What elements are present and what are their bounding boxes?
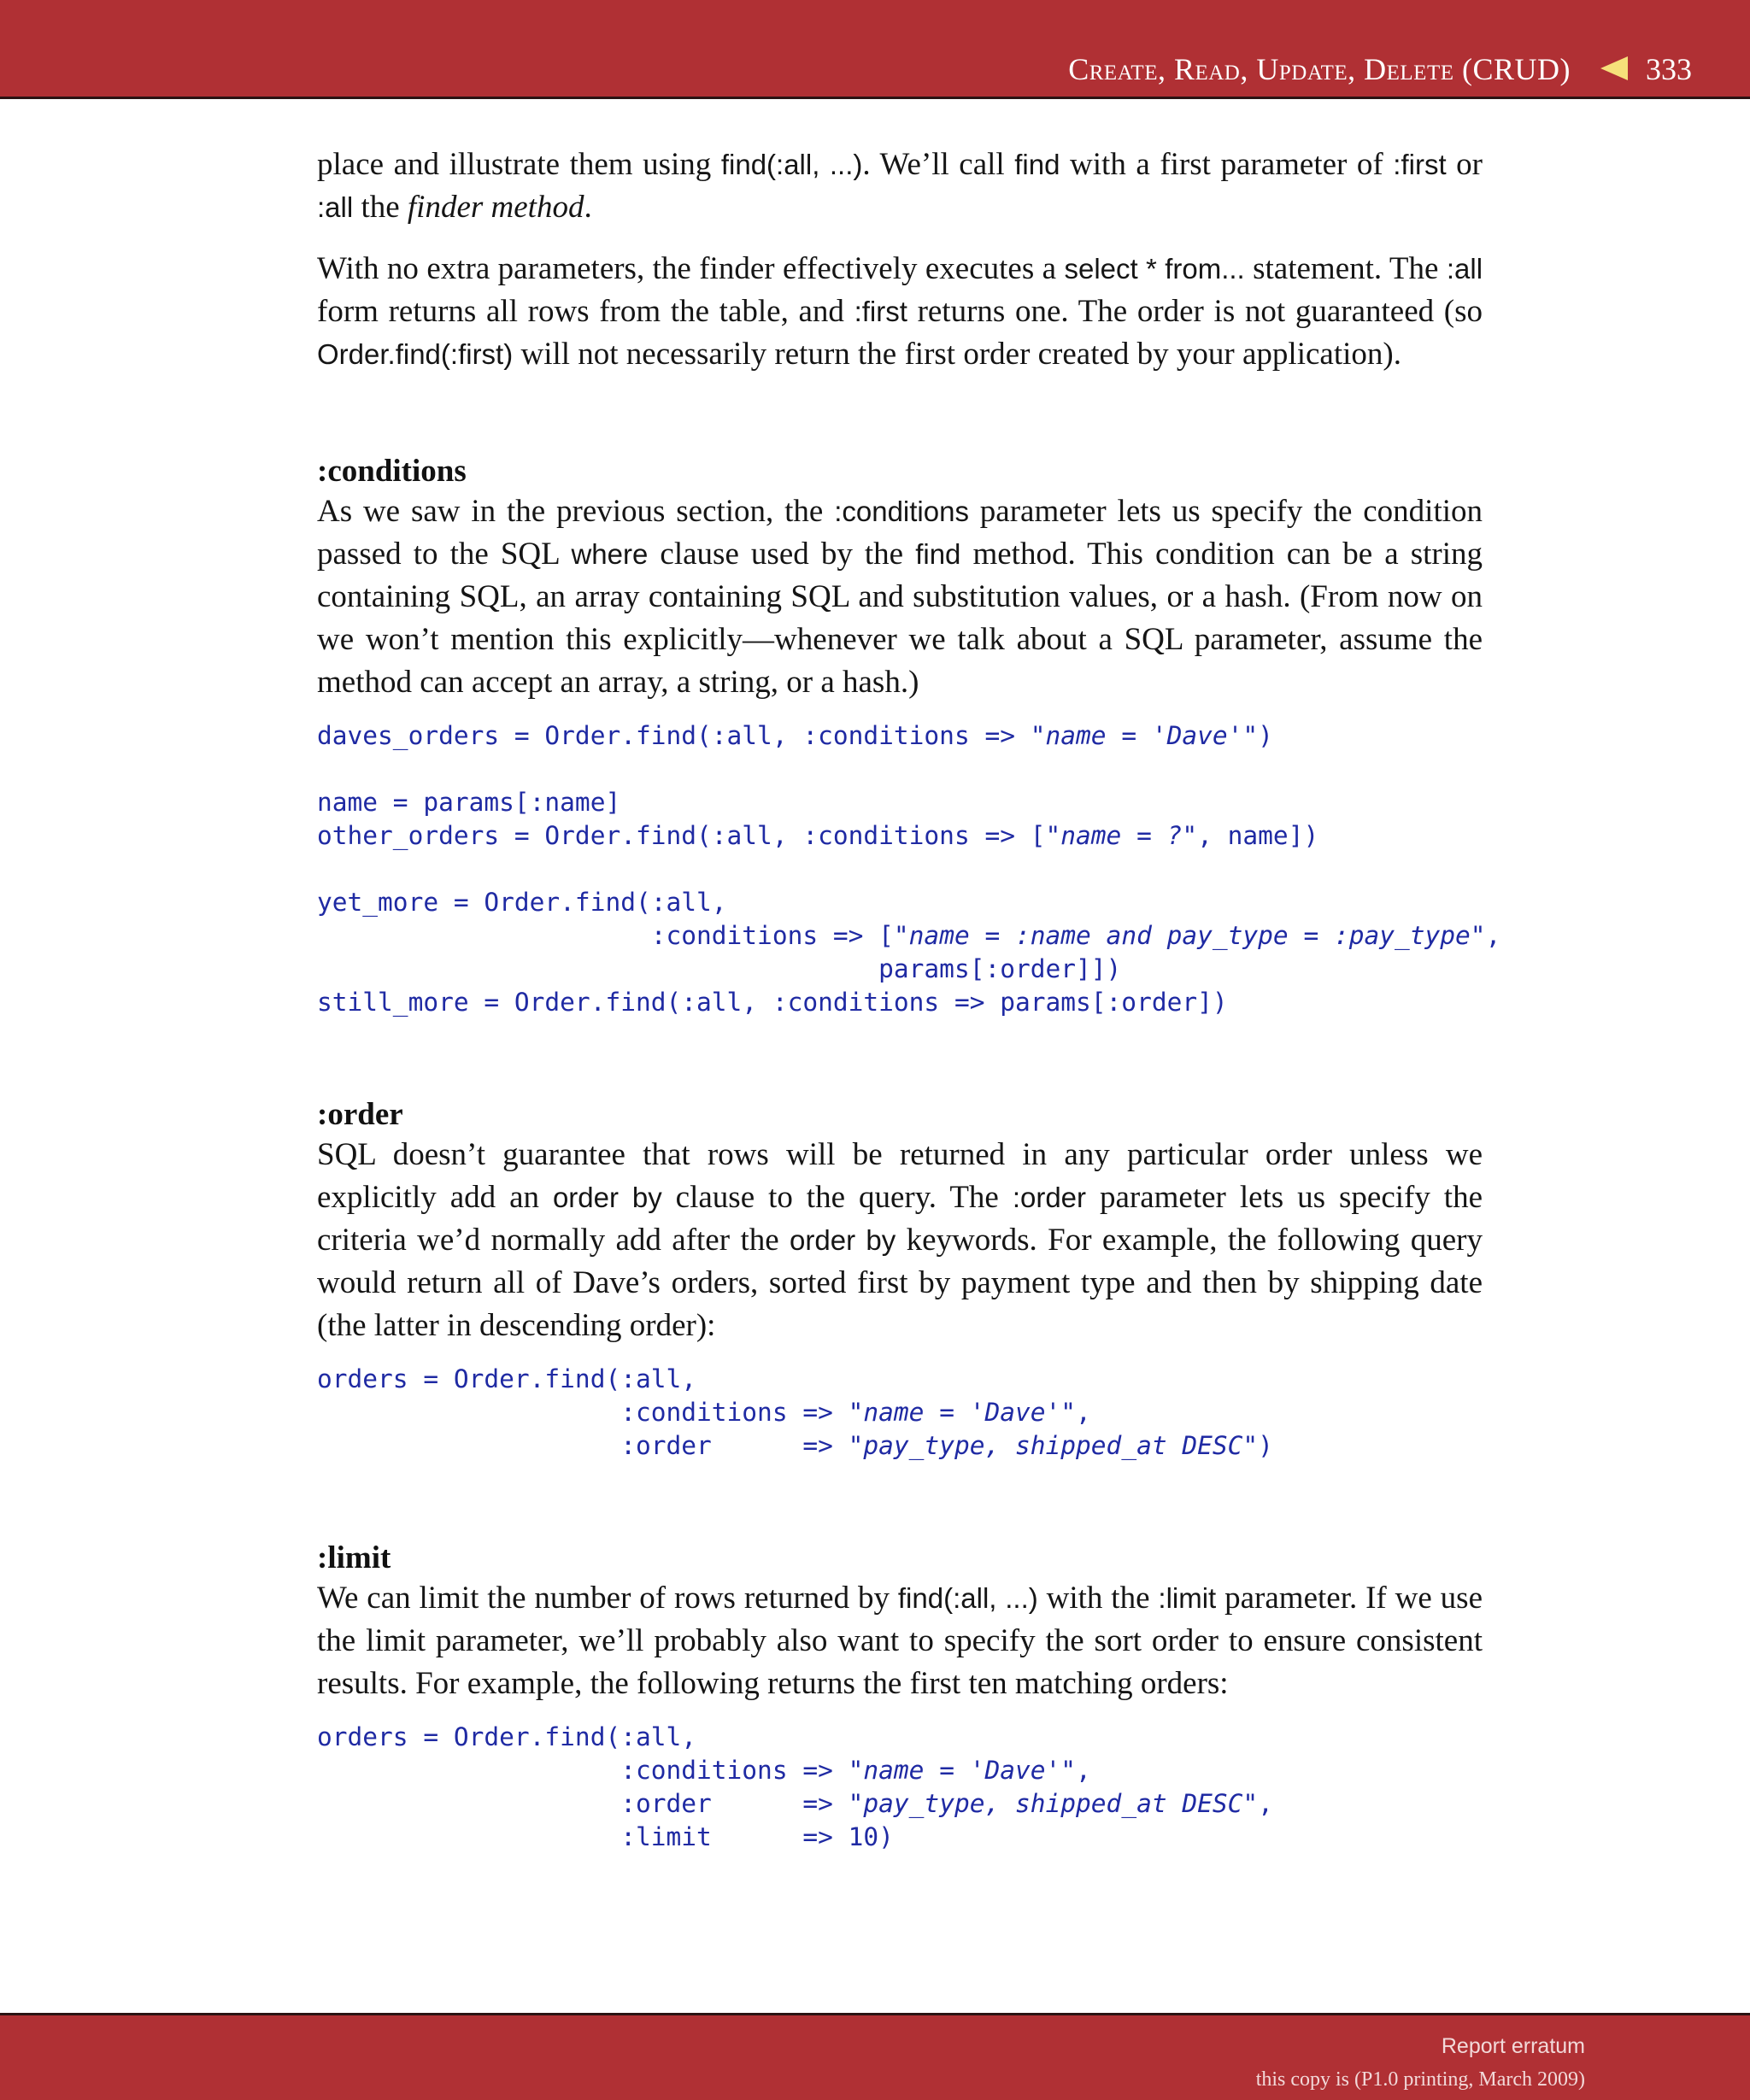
code-line: :order => "pay_type, shipped_at DESC", — [317, 1789, 1273, 1818]
inline-code: :limit — [1158, 1582, 1217, 1614]
intro-paragraph-2: With no extra parameters, the finder effectively executes a select * from... statement. The :all form returns all rows from the table, and :first returns one. The order is not guaranteed (so Order.find(:first) will not necessarily return the first order created by your application). — [317, 251, 1483, 372]
code-line: still_more = Order.find(:all, :conditions => params[:order]) — [317, 988, 1228, 1017]
code-line — [317, 853, 1483, 886]
string-literal: "name = 'Dave'" — [1030, 721, 1259, 750]
string-literal: "name = ?" — [1045, 821, 1198, 850]
code-line: yet_more = Order.find(:all, — [317, 888, 727, 917]
string-literal: "name = :name and pay_type = :pay_type" — [893, 921, 1486, 950]
inline-code: find(:all, ...) — [897, 1582, 1038, 1614]
inline-code: order by — [552, 1182, 662, 1213]
limit-paragraph: We can limit the number of rows returned by find(:all, ...) with the :limit parameter. If we use the limit parameter, we’ll probably also want to specify the sort order to ensure consistent results. For example, the following returns the first ten matching orders: — [317, 1581, 1483, 1701]
emphasis: finder method — [407, 190, 584, 225]
code-line: orders = Order.find(:all, — [317, 1722, 697, 1751]
inline-code: order by — [790, 1224, 896, 1256]
code-line: daves_orders = Order.find(:all, :conditions => "name = 'Dave'") — [317, 721, 1273, 750]
code-line: params[:order]]) — [317, 954, 1122, 983]
limit-heading: :limit — [317, 1540, 391, 1575]
page-header — [0, 0, 1750, 99]
inline-code: find — [915, 538, 961, 570]
limit-section — [317, 1540, 1483, 1854]
string-literal: "name = 'Dave'" — [848, 1398, 1077, 1427]
back-arrow-icon[interactable] — [1600, 56, 1628, 80]
page-body — [317, 144, 1501, 1854]
inline-code: :all — [1446, 253, 1483, 284]
code-line: :conditions => "name = 'Dave'", — [317, 1756, 1091, 1785]
code-line: name = params[:name] — [317, 788, 621, 817]
conditions-section — [317, 453, 1501, 1019]
limit-code-block — [317, 1721, 1483, 1854]
inline-code: :first — [854, 296, 907, 327]
report-erratum-link[interactable]: Report erratum — [1441, 2034, 1585, 2058]
copy-notice: this copy is (P1.0 printing, March 2009) — [1255, 2068, 1585, 2091]
code-line: :conditions => "name = 'Dave'", — [317, 1398, 1091, 1427]
inline-code: where — [571, 538, 649, 570]
chapter-title: Create, Read, Update, Delete (CRUD) — [1068, 52, 1571, 86]
inline-code: find(:all, ...) — [720, 149, 863, 180]
conditions-heading: :conditions — [317, 454, 467, 489]
inline-code: Order.find(:first) — [317, 338, 514, 370]
code-line: :conditions => ["name = :name and pay_type = :pay_type", — [317, 921, 1501, 950]
code-line: :order => "pay_type, shipped_at DESC") — [317, 1431, 1273, 1460]
page-footer — [0, 2013, 1750, 2100]
inline-code: :conditions — [834, 496, 969, 527]
order-paragraph: SQL doesn’t guarantee that rows will be returned in any particular order unless we explicitly add an order by clause to the query. The :order parameter lets us specify the criteria we’d normally add after the order by keywords. For example, the following query would return all of Dave’s orders, sorted first by payment type and then by shipping date (the latter in descending order): — [317, 1137, 1483, 1343]
code-line — [317, 753, 1483, 786]
string-literal: "pay_type, shipped_at DESC" — [848, 1431, 1259, 1460]
order-section — [317, 1096, 1483, 1463]
code-line: other_orders = Order.find(:all, :conditions => ["name = ?", name]) — [317, 821, 1319, 850]
string-literal: "name = 'Dave'" — [848, 1756, 1077, 1785]
page-number: 333 — [1646, 52, 1692, 86]
code-line: orders = Order.find(:all, — [317, 1364, 697, 1393]
inline-code: select * from... — [1064, 253, 1245, 284]
intro-paragraph-1: place and illustrate them using find(:all, ...). We’ll call find with a first parameter of :first or :all the finder method. — [317, 147, 1483, 225]
conditions-paragraph: As we saw in the previous section, the :conditions parameter lets us specify the condition passed to the SQL where clause used by the find method. This condition can be a string containing SQL, an array containing SQL and substitution values, or a hash. (From now on we won’t mention this explicitly—whenever we talk about a SQL parameter, assume the method can accept an array, a string, or a hash.) — [317, 494, 1483, 700]
inline-code: :all — [317, 191, 354, 223]
order-code-block — [317, 1363, 1483, 1463]
inline-code: :order — [1012, 1182, 1087, 1213]
order-heading: :order — [317, 1097, 403, 1132]
inline-code: find — [1014, 149, 1060, 180]
conditions-code-block — [317, 719, 1501, 1019]
string-literal: "pay_type, shipped_at DESC" — [848, 1789, 1259, 1818]
code-line: :limit => 10) — [317, 1822, 894, 1851]
inline-code: :first — [1393, 149, 1447, 180]
